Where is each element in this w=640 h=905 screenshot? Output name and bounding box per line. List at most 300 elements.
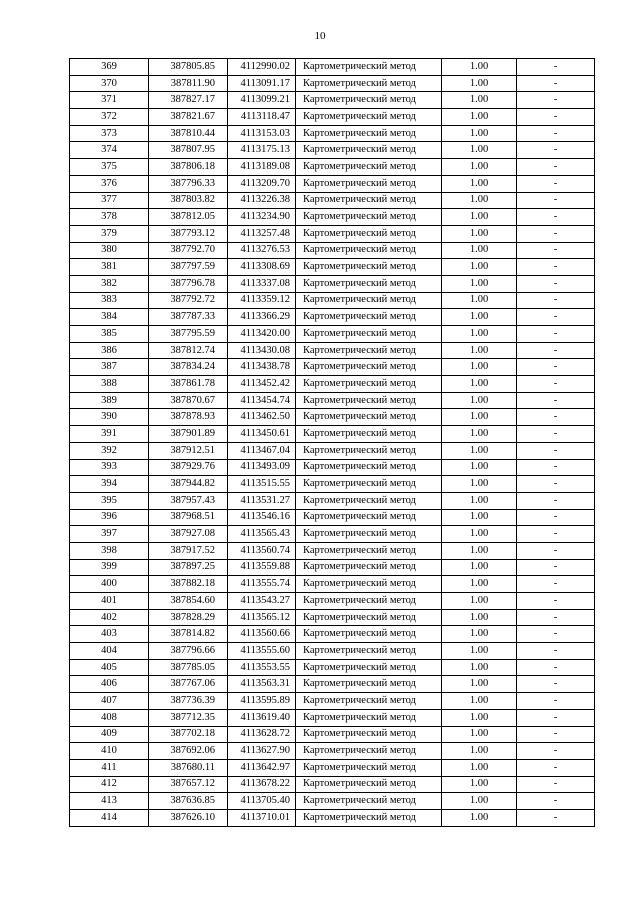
point-number-cell: 389 (70, 392, 149, 409)
x-coordinate-cell: 387702.18 (149, 726, 228, 743)
note-cell: - (517, 693, 595, 710)
method-cell: Картометрический метод (296, 676, 442, 693)
y-coordinate-cell: 4113560.74 (228, 542, 296, 559)
accuracy-cell: 1.00 (442, 693, 517, 710)
point-number-cell: 382 (70, 275, 149, 292)
note-cell: - (517, 426, 595, 443)
point-number-cell: 391 (70, 426, 149, 443)
y-coordinate-cell: 4113452.42 (228, 376, 296, 393)
method-cell: Картометрический метод (296, 509, 442, 526)
x-coordinate-cell: 387806.18 (149, 159, 228, 176)
y-coordinate-cell: 4113209.70 (228, 175, 296, 192)
point-number-cell: 407 (70, 693, 149, 710)
accuracy-cell: 1.00 (442, 392, 517, 409)
coordinates-table-body (70, 59, 595, 827)
method-cell: Картометрический метод (296, 92, 442, 109)
x-coordinate-cell: 387917.52 (149, 542, 228, 559)
accuracy-cell: 1.00 (442, 159, 517, 176)
method-cell: Картометрический метод (296, 275, 442, 292)
method-cell: Картометрический метод (296, 142, 442, 159)
table-row (70, 175, 595, 192)
note-cell: - (517, 292, 595, 309)
accuracy-cell: 1.00 (442, 509, 517, 526)
point-number-cell: 371 (70, 92, 149, 109)
accuracy-cell: 1.00 (442, 125, 517, 142)
note-cell: - (517, 793, 595, 810)
accuracy-cell: 1.00 (442, 442, 517, 459)
method-cell: Картометрический метод (296, 242, 442, 259)
x-coordinate-cell: 387897.25 (149, 559, 228, 576)
accuracy-cell: 1.00 (442, 225, 517, 242)
accuracy-cell: 1.00 (442, 426, 517, 443)
y-coordinate-cell: 4113467.04 (228, 442, 296, 459)
point-number-cell: 376 (70, 175, 149, 192)
note-cell: - (517, 593, 595, 610)
table-row (70, 426, 595, 443)
method-cell: Картометрический метод (296, 809, 442, 826)
accuracy-cell: 1.00 (442, 59, 517, 76)
method-cell: Картометрический метод (296, 693, 442, 710)
point-number-cell: 403 (70, 626, 149, 643)
accuracy-cell: 1.00 (442, 492, 517, 509)
table-row (70, 626, 595, 643)
note-cell: - (517, 709, 595, 726)
accuracy-cell: 1.00 (442, 142, 517, 159)
x-coordinate-cell: 387767.06 (149, 676, 228, 693)
table-row (70, 92, 595, 109)
note-cell: - (517, 609, 595, 626)
note-cell: - (517, 743, 595, 760)
method-cell: Картометрический метод (296, 626, 442, 643)
point-number-cell: 409 (70, 726, 149, 743)
note-cell: - (517, 559, 595, 576)
table-row (70, 776, 595, 793)
y-coordinate-cell: 4112990.02 (228, 59, 296, 76)
method-cell: Картометрический метод (296, 542, 442, 559)
point-number-cell: 377 (70, 192, 149, 209)
accuracy-cell: 1.00 (442, 209, 517, 226)
point-number-cell: 373 (70, 125, 149, 142)
y-coordinate-cell: 4113257.48 (228, 225, 296, 242)
method-cell: Картометрический метод (296, 392, 442, 409)
y-coordinate-cell: 4113153.03 (228, 125, 296, 142)
point-number-cell: 379 (70, 225, 149, 242)
accuracy-cell: 1.00 (442, 109, 517, 126)
y-coordinate-cell: 4113493.09 (228, 459, 296, 476)
note-cell: - (517, 659, 595, 676)
x-coordinate-cell: 387807.95 (149, 142, 228, 159)
y-coordinate-cell: 4113438.78 (228, 359, 296, 376)
x-coordinate-cell: 387957.43 (149, 492, 228, 509)
y-coordinate-cell: 4113555.74 (228, 576, 296, 593)
point-number-cell: 398 (70, 542, 149, 559)
note-cell: - (517, 342, 595, 359)
x-coordinate-cell: 387805.85 (149, 59, 228, 76)
x-coordinate-cell: 387811.90 (149, 75, 228, 92)
method-cell: Картометрический метод (296, 609, 442, 626)
point-number-cell: 392 (70, 442, 149, 459)
x-coordinate-cell: 387929.76 (149, 459, 228, 476)
x-coordinate-cell: 387882.18 (149, 576, 228, 593)
note-cell: - (517, 626, 595, 643)
method-cell: Картометрический метод (296, 259, 442, 276)
method-cell: Картометрический метод (296, 376, 442, 393)
y-coordinate-cell: 4113454.74 (228, 392, 296, 409)
table-row (70, 59, 595, 76)
point-number-cell: 413 (70, 793, 149, 810)
note-cell: - (517, 259, 595, 276)
y-coordinate-cell: 4113678.22 (228, 776, 296, 793)
table-row (70, 809, 595, 826)
y-coordinate-cell: 4113515.55 (228, 476, 296, 493)
accuracy-cell: 1.00 (442, 676, 517, 693)
y-coordinate-cell: 4113627.90 (228, 743, 296, 760)
note-cell: - (517, 359, 595, 376)
table-row (70, 659, 595, 676)
x-coordinate-cell: 387796.33 (149, 175, 228, 192)
accuracy-cell: 1.00 (442, 759, 517, 776)
note-cell: - (517, 409, 595, 426)
note-cell: - (517, 542, 595, 559)
method-cell: Картометрический метод (296, 709, 442, 726)
note-cell: - (517, 326, 595, 343)
y-coordinate-cell: 4113359.12 (228, 292, 296, 309)
table-row (70, 442, 595, 459)
point-number-cell: 383 (70, 292, 149, 309)
table-row (70, 109, 595, 126)
method-cell: Картометрический метод (296, 409, 442, 426)
method-cell: Картометрический метод (296, 359, 442, 376)
note-cell: - (517, 476, 595, 493)
note-cell: - (517, 109, 595, 126)
x-coordinate-cell: 387901.89 (149, 426, 228, 443)
table-row (70, 376, 595, 393)
method-cell: Картометрический метод (296, 342, 442, 359)
method-cell: Картометрический метод (296, 292, 442, 309)
x-coordinate-cell: 387821.67 (149, 109, 228, 126)
coordinates-table (69, 58, 595, 827)
y-coordinate-cell: 4113118.47 (228, 109, 296, 126)
table-row (70, 643, 595, 660)
method-cell: Картометрический метод (296, 659, 442, 676)
y-coordinate-cell: 4113531.27 (228, 492, 296, 509)
point-number-cell: 369 (70, 59, 149, 76)
accuracy-cell: 1.00 (442, 342, 517, 359)
y-coordinate-cell: 4113563.31 (228, 676, 296, 693)
table-row (70, 192, 595, 209)
note-cell: - (517, 125, 595, 142)
method-cell: Картометрический метод (296, 776, 442, 793)
x-coordinate-cell: 387828.29 (149, 609, 228, 626)
point-number-cell: 410 (70, 743, 149, 760)
table-row (70, 593, 595, 610)
x-coordinate-cell: 387792.72 (149, 292, 228, 309)
y-coordinate-cell: 4113175.13 (228, 142, 296, 159)
y-coordinate-cell: 4113099.21 (228, 92, 296, 109)
table-row (70, 743, 595, 760)
table-row (70, 793, 595, 810)
y-coordinate-cell: 4113226.38 (228, 192, 296, 209)
note-cell: - (517, 576, 595, 593)
point-number-cell: 375 (70, 159, 149, 176)
point-number-cell: 408 (70, 709, 149, 726)
table-row (70, 509, 595, 526)
point-number-cell: 385 (70, 326, 149, 343)
method-cell: Картометрический метод (296, 109, 442, 126)
y-coordinate-cell: 4113366.29 (228, 309, 296, 326)
accuracy-cell: 1.00 (442, 726, 517, 743)
table-row (70, 326, 595, 343)
method-cell: Картометрический метод (296, 442, 442, 459)
x-coordinate-cell: 387692.06 (149, 743, 228, 760)
accuracy-cell: 1.00 (442, 743, 517, 760)
accuracy-cell: 1.00 (442, 542, 517, 559)
y-coordinate-cell: 4113543.27 (228, 593, 296, 610)
accuracy-cell: 1.00 (442, 526, 517, 543)
y-coordinate-cell: 4113565.12 (228, 609, 296, 626)
method-cell: Картометрический метод (296, 759, 442, 776)
note-cell: - (517, 776, 595, 793)
point-number-cell: 396 (70, 509, 149, 526)
point-number-cell: 414 (70, 809, 149, 826)
y-coordinate-cell: 4113710.01 (228, 809, 296, 826)
method-cell: Картометрический метод (296, 209, 442, 226)
method-cell: Картометрический метод (296, 726, 442, 743)
note-cell: - (517, 59, 595, 76)
table-row (70, 342, 595, 359)
point-number-cell: 374 (70, 142, 149, 159)
method-cell: Картометрический метод (296, 159, 442, 176)
y-coordinate-cell: 4113450.61 (228, 426, 296, 443)
method-cell: Картометрический метод (296, 326, 442, 343)
table-row (70, 492, 595, 509)
x-coordinate-cell: 387797.59 (149, 259, 228, 276)
note-cell: - (517, 759, 595, 776)
table-row (70, 125, 595, 142)
table-row (70, 142, 595, 159)
method-cell: Картометрический метод (296, 643, 442, 660)
point-number-cell: 393 (70, 459, 149, 476)
x-coordinate-cell: 387785.05 (149, 659, 228, 676)
note-cell: - (517, 509, 595, 526)
table-row (70, 309, 595, 326)
y-coordinate-cell: 4113189.08 (228, 159, 296, 176)
note-cell: - (517, 376, 595, 393)
accuracy-cell: 1.00 (442, 709, 517, 726)
point-number-cell: 395 (70, 492, 149, 509)
x-coordinate-cell: 387854.60 (149, 593, 228, 610)
accuracy-cell: 1.00 (442, 326, 517, 343)
method-cell: Картометрический метод (296, 559, 442, 576)
x-coordinate-cell: 387870.67 (149, 392, 228, 409)
x-coordinate-cell: 387944.82 (149, 476, 228, 493)
table-row (70, 726, 595, 743)
x-coordinate-cell: 387814.82 (149, 626, 228, 643)
x-coordinate-cell: 387792.70 (149, 242, 228, 259)
accuracy-cell: 1.00 (442, 626, 517, 643)
note-cell: - (517, 175, 595, 192)
accuracy-cell: 1.00 (442, 75, 517, 92)
accuracy-cell: 1.00 (442, 459, 517, 476)
x-coordinate-cell: 387812.05 (149, 209, 228, 226)
note-cell: - (517, 809, 595, 826)
x-coordinate-cell: 387787.33 (149, 309, 228, 326)
note-cell: - (517, 159, 595, 176)
point-number-cell: 390 (70, 409, 149, 426)
point-number-cell: 380 (70, 242, 149, 259)
note-cell: - (517, 242, 595, 259)
accuracy-cell: 1.00 (442, 776, 517, 793)
y-coordinate-cell: 4113430.08 (228, 342, 296, 359)
x-coordinate-cell: 387927.08 (149, 526, 228, 543)
accuracy-cell: 1.00 (442, 242, 517, 259)
table-row (70, 693, 595, 710)
accuracy-cell: 1.00 (442, 476, 517, 493)
table-row (70, 526, 595, 543)
method-cell: Картометрический метод (296, 793, 442, 810)
x-coordinate-cell: 387878.93 (149, 409, 228, 426)
x-coordinate-cell: 387810.44 (149, 125, 228, 142)
table-row (70, 359, 595, 376)
accuracy-cell: 1.00 (442, 275, 517, 292)
note-cell: - (517, 459, 595, 476)
method-cell: Картометрический метод (296, 526, 442, 543)
table-row (70, 409, 595, 426)
table-row (70, 259, 595, 276)
accuracy-cell: 1.00 (442, 593, 517, 610)
page-number: 10 (314, 30, 326, 42)
accuracy-cell: 1.00 (442, 359, 517, 376)
accuracy-cell: 1.00 (442, 659, 517, 676)
y-coordinate-cell: 4113308.69 (228, 259, 296, 276)
x-coordinate-cell: 387795.59 (149, 326, 228, 343)
method-cell: Картометрический метод (296, 125, 442, 142)
x-coordinate-cell: 387834.24 (149, 359, 228, 376)
accuracy-cell: 1.00 (442, 409, 517, 426)
method-cell: Картометрический метод (296, 192, 442, 209)
y-coordinate-cell: 4113642.97 (228, 759, 296, 776)
note-cell: - (517, 492, 595, 509)
point-number-cell: 399 (70, 559, 149, 576)
accuracy-cell: 1.00 (442, 559, 517, 576)
y-coordinate-cell: 4113559.88 (228, 559, 296, 576)
note-cell: - (517, 392, 595, 409)
y-coordinate-cell: 4113546.16 (228, 509, 296, 526)
point-number-cell: 387 (70, 359, 149, 376)
note-cell: - (517, 209, 595, 226)
x-coordinate-cell: 387861.78 (149, 376, 228, 393)
point-number-cell: 370 (70, 75, 149, 92)
table-row (70, 209, 595, 226)
table-row (70, 609, 595, 626)
accuracy-cell: 1.00 (442, 292, 517, 309)
table-row (70, 75, 595, 92)
note-cell: - (517, 442, 595, 459)
table-row (70, 392, 595, 409)
table-row (70, 459, 595, 476)
note-cell: - (517, 726, 595, 743)
x-coordinate-cell: 387680.11 (149, 759, 228, 776)
accuracy-cell: 1.00 (442, 793, 517, 810)
x-coordinate-cell: 387796.66 (149, 643, 228, 660)
method-cell: Картометрический метод (296, 743, 442, 760)
table-row (70, 159, 595, 176)
table-row (70, 709, 595, 726)
point-number-cell: 411 (70, 759, 149, 776)
method-cell: Картометрический метод (296, 75, 442, 92)
table-row (70, 292, 595, 309)
point-number-cell: 378 (70, 209, 149, 226)
note-cell: - (517, 643, 595, 660)
x-coordinate-cell: 387827.17 (149, 92, 228, 109)
y-coordinate-cell: 4113628.72 (228, 726, 296, 743)
note-cell: - (517, 92, 595, 109)
note-cell: - (517, 676, 595, 693)
method-cell: Картометрический метод (296, 59, 442, 76)
x-coordinate-cell: 387812.74 (149, 342, 228, 359)
note-cell: - (517, 225, 595, 242)
point-number-cell: 406 (70, 676, 149, 693)
y-coordinate-cell: 4113565.43 (228, 526, 296, 543)
note-cell: - (517, 192, 595, 209)
point-number-cell: 402 (70, 609, 149, 626)
point-number-cell: 372 (70, 109, 149, 126)
note-cell: - (517, 309, 595, 326)
point-number-cell: 401 (70, 593, 149, 610)
note-cell: - (517, 526, 595, 543)
accuracy-cell: 1.00 (442, 175, 517, 192)
table-row (70, 476, 595, 493)
method-cell: Картометрический метод (296, 492, 442, 509)
method-cell: Картометрический метод (296, 476, 442, 493)
point-number-cell: 394 (70, 476, 149, 493)
y-coordinate-cell: 4113555.60 (228, 643, 296, 660)
y-coordinate-cell: 4113619.40 (228, 709, 296, 726)
y-coordinate-cell: 4113705.40 (228, 793, 296, 810)
y-coordinate-cell: 4113234.90 (228, 209, 296, 226)
y-coordinate-cell: 4113595.89 (228, 693, 296, 710)
y-coordinate-cell: 4113276.53 (228, 242, 296, 259)
accuracy-cell: 1.00 (442, 809, 517, 826)
point-number-cell: 381 (70, 259, 149, 276)
method-cell: Картометрический метод (296, 459, 442, 476)
x-coordinate-cell: 387803.82 (149, 192, 228, 209)
y-coordinate-cell: 4113091.17 (228, 75, 296, 92)
x-coordinate-cell: 387796.78 (149, 275, 228, 292)
table-row (70, 275, 595, 292)
table-row (70, 759, 595, 776)
x-coordinate-cell: 387636.85 (149, 793, 228, 810)
y-coordinate-cell: 4113420.00 (228, 326, 296, 343)
x-coordinate-cell: 387657.12 (149, 776, 228, 793)
accuracy-cell: 1.00 (442, 376, 517, 393)
note-cell: - (517, 275, 595, 292)
note-cell: - (517, 142, 595, 159)
x-coordinate-cell: 387626.10 (149, 809, 228, 826)
note-cell: - (517, 75, 595, 92)
point-number-cell: 400 (70, 576, 149, 593)
table-row (70, 676, 595, 693)
method-cell: Картометрический метод (296, 309, 442, 326)
table-row (70, 559, 595, 576)
method-cell: Картометрический метод (296, 225, 442, 242)
x-coordinate-cell: 387736.39 (149, 693, 228, 710)
point-number-cell: 384 (70, 309, 149, 326)
method-cell: Картометрический метод (296, 593, 442, 610)
accuracy-cell: 1.00 (442, 643, 517, 660)
table-row (70, 576, 595, 593)
method-cell: Картометрический метод (296, 175, 442, 192)
